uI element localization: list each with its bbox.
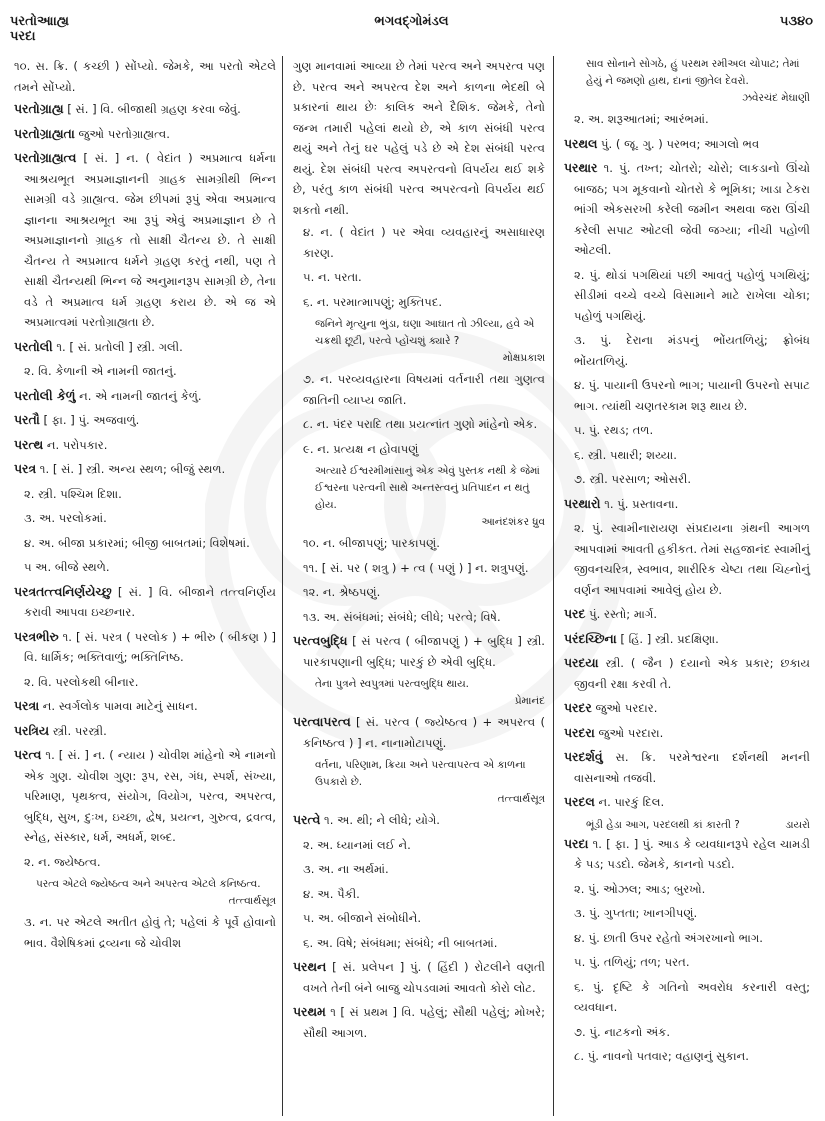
sense-definition: ૨. સ્ત્રી. પશ્ચિમ દિશા. bbox=[24, 486, 122, 501]
headword: પરત્વે bbox=[293, 812, 321, 827]
sense-definition: ૫. ન. પરતા. bbox=[303, 270, 362, 284]
definition-text: જુઓ પરતોગ્રાહ્યત્વ. bbox=[78, 126, 170, 141]
definition-text: ૧. [ સં. ] સ્ત્રી. અન્ય સ્થળ; બીજું સ્થળ. bbox=[39, 462, 226, 476]
headword: પરત્વાપરત્વ bbox=[293, 714, 351, 729]
definition-text: પું. રસ્તો; માર્ગ. bbox=[589, 607, 658, 621]
sense-definition: ૬. સ્ત્રી. પથારી; શય્યા. bbox=[574, 447, 677, 462]
headword: પરદરા bbox=[564, 724, 595, 740]
sense-definition: ૧૩. અ. સંબંધમાં; સંબંધે; લીધે; પરત્વે; વિષે. bbox=[303, 609, 501, 624]
quote-citation: મોક્ષપ્રકાશ bbox=[502, 352, 545, 364]
dictionary-entry bbox=[293, 810, 545, 831]
dictionary-entry bbox=[564, 723, 810, 744]
sense-definition: ૨. ન. જ્યેષ્ઠત્વ. bbox=[24, 854, 101, 869]
usage-quote: જનિને મૃત્યુના ભુંડા, ઘણા આઘાત તો ઝીલ્યા, હવે એ ચક્રથી છૂટી, પરત્વે પ્હોંચશું ક્યારે ? bbox=[315, 318, 535, 347]
definition-text: [ સં. ] ન. ( વેદાંત ) અપ્રમાત્વ ધર્મના આશ્રયભૂત અપ્રમાજ્ઞાનની ગ્રાહક સામગ્રીથી ભિન્ન સામગ્રી વડે ગ્રાહ્યત્વ. જેમ છીપમાં રૂપું એવા અપ્રમાત્વ જ્ઞાનના આશ્રયભૂત આ રૂપું એવું અપ્રમાજ્ઞાન છે તે અપ્રમાજ્ઞાનનો ગ્રાહક તો સાક્ષી ચૈતન્ય છે. તે સાક્ષી ચૈતન્ય તે અપ્રમાત્વ ધર્મને ગ્રહણ કરતું નથી, પણ તે સાક્ષી ચૈતન્યથી ભિન્ન જે અનુમાનરૂપ સામગ્રી છે, તેના વડે તે અપ્રમાત્વ ધર્મ ગ્રહણ કરાય છે. એ જ એ અપ્રમાત્વમાં પરતોગ્રાહ્યતા છે. bbox=[24, 151, 276, 329]
usage-quote: પરત્વ એટલે જ્યેષ્ઠત્વ અને અપરત્વ એટલે કનિષ્ઠત્વ. bbox=[36, 878, 261, 890]
quote-citation: પ્રેમાનંદ bbox=[514, 695, 545, 707]
definition-text: જુઓ પરદારા. bbox=[598, 725, 664, 740]
sense-definition: ૮. પું. નાવનો પતવાર; વહાણનું સુકાન. bbox=[574, 1049, 749, 1063]
dictionary-entry bbox=[14, 124, 276, 145]
sense-definition: ૮. ન. પંદર પરાદિ તથા પ્રયત્નાંત ગુણો માંહેનો એક. bbox=[303, 417, 538, 431]
definition-text: ૧. અ. થી; ને લીધે; યોગે. bbox=[324, 813, 440, 827]
headword: પરત્વબુદ્ધિ bbox=[293, 633, 348, 648]
dictionary-entry bbox=[14, 627, 276, 668]
definition-text: ન. પારકું દિલ. bbox=[598, 795, 665, 809]
headword: પરત્થ bbox=[14, 436, 44, 452]
sense-definition: ૨. અ. ધ્યાનમાં લઈ ને. bbox=[303, 837, 411, 852]
dictionary-entry bbox=[14, 745, 276, 848]
headword: પરદર bbox=[564, 700, 592, 715]
column-left bbox=[6, 56, 282, 1116]
usage-quote bbox=[564, 817, 810, 834]
dictionary-entry bbox=[14, 435, 276, 456]
definition-text: [ સં. ] વિ. બીજાને તત્ત્વનિર્ણય કરાવી આપવા ઇચ્છનાર. bbox=[24, 584, 277, 619]
dictionary-entry bbox=[564, 834, 810, 875]
definition-text: [ સં. પ્રલેપન ] પું. ( હિંદી ) રોટલીને વણતી વખતે તેની બંને બાજુ ચોપડવામાં આવતો કોરો લોટ. bbox=[303, 960, 546, 995]
sense-definition: ૫ અ. બીજે સ્થળે. bbox=[24, 560, 110, 574]
headword: પરદા bbox=[564, 835, 589, 851]
dictionary-entry bbox=[14, 459, 276, 480]
headword: પરત્રભીરુ bbox=[14, 628, 59, 644]
sense-definition: ૪. અ. પૈકી. bbox=[303, 886, 360, 901]
sense-definition: ૫. અ. બીજાને સંબોધીને. bbox=[303, 911, 422, 925]
continued-definition: ગુણ માનવામાં આવ્યા છે તેમાં પરત્વ અને અપરત્વ પણ છે. પરત્વ અને અપરત્વ દેશ અને કાળના ભેદથી બે પ્રકારનાં થાય છેઃ કાલિક અને દૈશિક. જેમકે, તેનો જન્મ તમારી પહેલાં થયો છે, એ કાળ સંબંધી પરત્વ થયું અને તેનું ઘર પહેલું પડે છે એ દેશ સંબંધી પરત્વ થયું. દેશ સંબંધી પરત્વ અપરત્વનો વિપર્યય થઈ શકે છે, પરંતુ કાળ સંબંધી પરત્વ અપરત્વનો વિપર્યય થઈ શકતો નથી. bbox=[293, 59, 545, 217]
guide-word-first: પરતોઆાહ્ય bbox=[10, 14, 69, 29]
quote-citation: તત્ત્વાર્થસૂત્ર bbox=[228, 895, 276, 907]
usage-quote: વર્તના, પરિણામ, ક્રિયા અને પરત્વાપરત્વ એ કાળના ઉપકારો છે. bbox=[315, 759, 526, 788]
sense-definition: ૬. પું. દૃષ્ટિ કે ગતિનો અવરોધ કરનારી વસ્તુ; વ્યવધાન. bbox=[574, 979, 810, 1014]
definition-text: [ સં. ] વિ. બીજાથી ગ્રહણ કરવા જેવું. bbox=[67, 102, 241, 116]
headword: પરથારો bbox=[564, 495, 601, 511]
quote-citation: ડાયરો bbox=[785, 818, 810, 831]
headword: પરત્ર bbox=[14, 461, 37, 476]
definition-text: ન. એ નામની જાતનું કેળું. bbox=[79, 388, 202, 403]
headword: પરતોલી bbox=[14, 338, 53, 354]
sense-definition: ૯. ન. પ્રત્યક્ષ ન હોવાપણું bbox=[303, 441, 419, 456]
definition-text: ન. સ્વર્ગલોક પામવા માટેનું સાધન. bbox=[42, 699, 198, 713]
sense-definition: ૪. ન. ( વેદાંત ) પર એવા વ્યવહારનું અસાધારણ કારણ. bbox=[303, 225, 545, 260]
headword: પરત્રા bbox=[14, 698, 40, 713]
sense-definition: ૩. અ. પરલોકમાં. bbox=[24, 511, 107, 525]
definition-text: પું. ( જૂ. ગુ. ) પરભવ; આગલો ભવ bbox=[601, 136, 760, 151]
dictionary-entry bbox=[14, 410, 276, 431]
headword: પરદલ bbox=[564, 794, 595, 809]
sense-definition: ૭. ન. પરવ્યવહારના વિષયમાં વર્તનારી તથા ગુણત્વ જાતિની વ્યાપ્ય જાતિ. bbox=[303, 372, 545, 407]
headword: પરથન bbox=[293, 959, 327, 974]
sense-definition: ૨. વિ. પરલોકથી બીનાર. bbox=[24, 674, 139, 689]
definition-text: ૧. [ સં. ] ન. ( ન્યાય ) ચોવીશ માંહેનો એ નામનો એક ગુણ. ચોવીશ ગુણ: રૂપ, રસ, ગંધ, સ્પર્શ, સંખ્યા, પરિમાણ, પૃથક્ત્વ, સંયોગ, વિયોગ, પરત્વ, અપરત્વ, બુદ્ધિ, સુખ, દુઃખ, ઇચ્છા, દ્વેષ, પ્રયત્ન, ગુરુત્વ, દ્રવત્વ, સ્નેહ, સંસ્કાર, ધર્મ, અધર્મ, શબ્દ. bbox=[24, 748, 276, 844]
headword: પરતૌ bbox=[14, 412, 40, 427]
definition-text: ૧. [ સં. પ્રતોલી ] સ્ત્રી. ગલી. bbox=[56, 339, 183, 354]
definition-text: જુઓ પરદાર. bbox=[595, 701, 658, 715]
dictionary-entry bbox=[564, 792, 810, 813]
sense-definition: ૨. વિ. કેળાની એ નામની જાતનું. bbox=[24, 364, 177, 378]
sense-definition: ૫. પું. રથડ; તળ. bbox=[574, 423, 654, 437]
definition-text: ૧. પું. તખ્ત; ચોતરો; ચોરો; લાકડાનો ઊંચો બાજઠ; પગ મૂકવાનો ચોતરો કે ભૂમિકા; ખાડા ટેકરા ભાંગી એકસરખી કરેલી જમીન અથવા જરા ઊંચી કરેલી સપાટ ઓટલી જેવી જગ્યા; નીચી પહોળી ઓટલી. bbox=[574, 161, 810, 257]
sense-definition: ૩. પું. ગુપ્તતા; ખાનગીપણું. bbox=[574, 906, 698, 920]
definition-text: [ સં પરત્વ ( બીજાપણું ) + બુદ્ધિ ] સ્ત્રી. પારકાપણાની બુદ્ધિ; પારકું છે એવી બુદ્ધિ. bbox=[303, 634, 545, 669]
dictionary-entry bbox=[14, 99, 276, 120]
headword: પરદર્શવું bbox=[564, 749, 603, 764]
headword: પરતોગ્રાહ્યતા bbox=[14, 125, 75, 141]
sense-definition: ૩. પું. દેરાના મંડપનું ભોંયતળિયું; ફ્રોબંધ ભોંયતળિયું. bbox=[574, 333, 810, 368]
headword: પરથાર bbox=[564, 160, 598, 175]
quote-citation: આનંદશંકર ધ્રુવ bbox=[481, 516, 545, 528]
sense-definition: ૬. ન. પરમાત્માપણું; મુક્તિપદ. bbox=[303, 294, 442, 309]
sense-definition: ૬. અ. વિષે; સંબંધમા; સંબંધે; ની બાબતમાં. bbox=[303, 935, 498, 950]
definition-text: સ્ત્રી. પરસ્ત્રી. bbox=[52, 723, 107, 738]
dictionary-entry bbox=[293, 1002, 545, 1043]
sense-definition: ૧૨. ન. શ્રેષ્ઠપણું. bbox=[303, 585, 381, 599]
dictionary-entry bbox=[564, 653, 810, 694]
continued-definition: ૧૦. સ. ક્રિ. ( કચ્છી ) સોંપ્યો. જેમકે, આ પરતો એટલે તમને સોંપ્યો. bbox=[14, 59, 276, 94]
page-number: ૫૩૪૦ bbox=[779, 14, 813, 29]
quote-citation: ઝવેરચંદ મેઘાણી bbox=[742, 92, 810, 104]
usage-quote: અત્યારે ઈશ્વરમીમાંસાનું એક એવું પુસ્તક નથી કે જેમાં ઈશ્વરના પરત્વની સાથે અન્તસ્ત્વનું પ્રતિપાદન ન થતું હોય. bbox=[315, 465, 540, 511]
headword: પરથલ bbox=[564, 135, 598, 151]
headword: પરથમ bbox=[293, 1004, 326, 1019]
column-right bbox=[554, 56, 816, 1116]
sense-definition: ૩. ન. પર એટલે અતીત હોવું તે; પહેલાં કે પૂર્વે હોવાનો ભાવ. વૈશેષિકમાં દ્રવ્યના જે ચોવીશ bbox=[24, 915, 276, 950]
dictionary-entry bbox=[564, 747, 810, 788]
dictionary-entry bbox=[293, 712, 545, 753]
sense-definition: ૨. પું. થોડાં પગથિયાં પછી આવતું પહોળું પગથિયું; સીડીમાં વચ્ચે વચ્ચે વિસામાને માટે રાખેલા ચોકા; પહોળું પગથિયું. bbox=[574, 267, 810, 323]
dictionary-entry bbox=[564, 629, 810, 650]
dictionary-entry bbox=[14, 337, 276, 358]
headword: પરંદચ્છિના bbox=[564, 630, 617, 646]
headword: પરતોગ્રાહ્યત્વ bbox=[14, 150, 77, 165]
sense-definition: ૨. પું. ઓઝલ; આડ; બુરખો. bbox=[574, 881, 706, 896]
sense-definition: ૩. અ. ના અર્થમાં. bbox=[303, 862, 389, 876]
dictionary-entry bbox=[14, 582, 276, 623]
sense-definition: ૨. પું. સ્વામીનારાયણ સંપ્રદાયના ગ્રંથની આગળ આપવામાં આવતી હકીકત. તેમાં સહજાનંદ સ્વામીનું જીવનચરિત્ર, સ્વભાવ, શારીરિક ચેષ્ટા તથા ચિહ્નોનું વર્ણન આપવામાં આવેલું હોય છે. bbox=[574, 521, 810, 597]
definition-text: [ સં. પરત્વ ( જ્યેષ્ઠત્વ ) + અપરત્વ ( કનિષ્ઠત્વ ) ] ન. નાનામોટાપણું. bbox=[303, 715, 545, 750]
sense-definition: ૧૧. [ સં. પર ( શત્રુ ) + ત્વ ( પણું ) ] ન. શત્રુપણું. bbox=[303, 560, 529, 575]
sense-definition: ૪. પું. છાતી ઉપર રહેતો અંગરખાનો ભાગ. bbox=[574, 930, 763, 945]
definition-text: ૧. પું. પ્રસ્તાવના. bbox=[604, 496, 679, 511]
quote-citation: તત્ત્વાર્થસૂત્ર bbox=[497, 793, 545, 805]
headword: પરદયા bbox=[564, 655, 599, 670]
headword: પરત્રિય bbox=[14, 722, 50, 738]
definition-text: ૧. [ ફા. ] પું. આડ કે વ્યવધાનરૂપે રહેલ ચામડી કે પડ; પડદો. જેમકે, કાનનો પડદો. bbox=[574, 836, 810, 871]
dictionary-entry bbox=[14, 696, 276, 717]
usage-quote: તેના પુત્રને સ્વપુત્રમાં પરત્વબુદ્ધિ થાય. bbox=[315, 678, 469, 690]
dictionary-entry bbox=[293, 957, 545, 998]
dictionary-columns bbox=[6, 56, 821, 1116]
sense-definition: ૪. પું. પાયાની ઉપરનો ભાગ; પાયાની ઉપરનો સપાટ ભાગ. ત્યાંથી ચણતરકામ શરૂ થાય છે. bbox=[574, 378, 810, 413]
sense-definition: ૭. સ્ત્રી. પરસાળ; ઓસરી. bbox=[574, 472, 692, 486]
dictionary-entry bbox=[564, 134, 810, 155]
dictionary-entry bbox=[564, 698, 810, 719]
dictionary-entry bbox=[14, 721, 276, 742]
sense-definition: ૧૦. ન. બીજાપણું; પારકાપણું. bbox=[303, 536, 440, 550]
dictionary-entry bbox=[564, 158, 810, 261]
definition-text: સ. ક્રિ. પરમેશ્વરના દર્શનથી મનની વાસનાઓ તજવી. bbox=[574, 750, 810, 785]
headword: પરત્રતત્ત્વનિર્ણયેચ્છુ bbox=[14, 583, 112, 599]
usage-quote-text: ભૂંડી હેડા આગ, પરદલથી કાં કારતી ? bbox=[586, 818, 740, 831]
definition-text: ૧ [ સં પ્રથમ ] વિ. પહેલું; સૌથી પહેલું; મોખરે; સૌથી આગળ. bbox=[303, 1005, 546, 1040]
definition-text: સ્ત્રી. ( જૈન ) દયાનો એક પ્રકાર; છકાય જીવની રક્ષા કરવી તે. bbox=[574, 656, 811, 691]
sense-definition: ૪. અ. બીજા પ્રકારમાં; બીજી બાબતમાં; વિશેષમાં. bbox=[24, 535, 250, 550]
dictionary-title: ભગવદ્ગોમંડલ bbox=[374, 14, 449, 29]
guide-word-last: પરદા bbox=[10, 29, 36, 44]
dictionary-entry bbox=[14, 386, 276, 407]
headword: પરદ bbox=[564, 606, 586, 621]
definition-text: [ હિં. ] સ્ત્રી. પ્રદક્ષિણા. bbox=[620, 631, 719, 646]
column-middle bbox=[282, 56, 554, 1116]
sense-definition: ૫. પું. તળિયું; તળ; પરત. bbox=[574, 955, 690, 969]
definition-text: ન. પરોપકાર. bbox=[46, 437, 108, 452]
definition-text: ૧. [ સં. પરત્ર ( પરલોક ) + ભીરુ ( બીકણ ) ] વિ. ધાર્મિક; ભક્તિવાળું; ભક્તિનિષ્ઠ. bbox=[24, 629, 277, 664]
usage-quote: સાવ સોનાને સોગઠે, હું પરથમ રમીઅલ ચોપાટ; તેમાં હેયું ને જમણો હાથ, દાનાં જીતેલ દેવરો. bbox=[586, 58, 800, 87]
definition-text: [ ફા. ] પું. અજવાળું. bbox=[43, 413, 140, 427]
headword: પરતોગ્રાહ્ય bbox=[14, 101, 64, 116]
headword: પરત્વ bbox=[14, 747, 42, 762]
dictionary-entry bbox=[14, 148, 276, 333]
sense-definition: ૨. અ. શરૂઆતમાં; આરંભમાં. bbox=[574, 112, 709, 126]
headword: પરતોલી કેળું bbox=[14, 387, 76, 403]
page-header bbox=[10, 14, 813, 54]
dictionary-entry bbox=[564, 494, 810, 515]
dictionary-entry bbox=[293, 631, 545, 672]
sense-definition: ૭. પું. નાટકનો અંક. bbox=[574, 1024, 671, 1039]
dictionary-entry bbox=[564, 604, 810, 625]
